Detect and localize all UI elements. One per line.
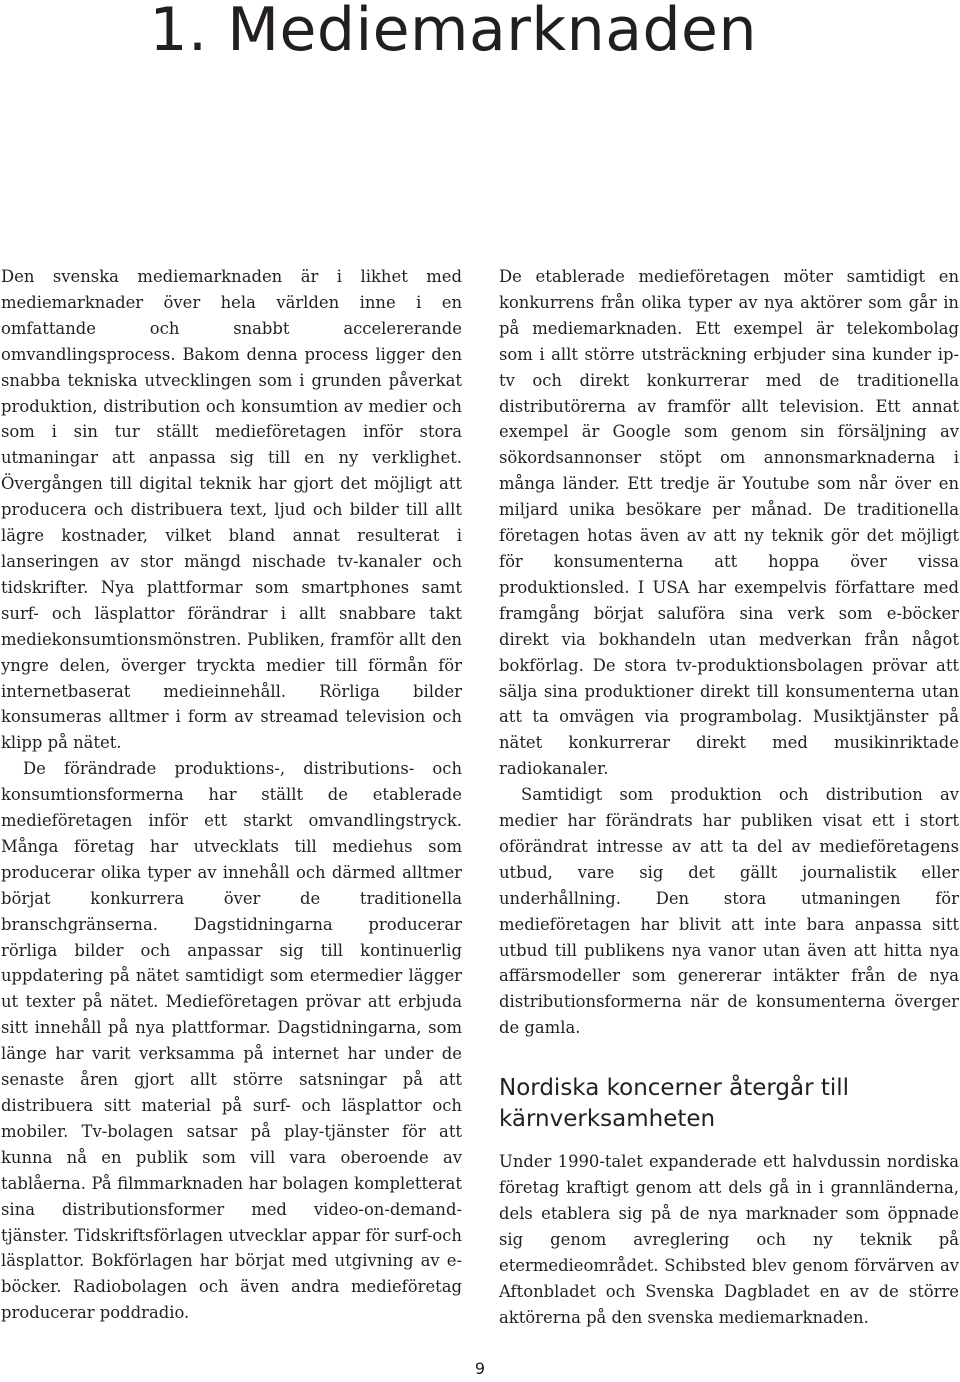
right-column bbox=[499, 264, 959, 1331]
left-column bbox=[1, 264, 462, 1326]
section-heading: Nordiska koncerner återgår till kärnverksamheten bbox=[499, 1075, 850, 1133]
body-paragraph: Samtidigt som produktion och distribution av medier har förändrats har publiken visat ett i stort oförändrat intresse av att ta del av medieföretagens utbud, vare sig det gällt journalistik eller underhållning. Den stora utmaningen för medieföretagen har blivit att inte bara anpassa sitt utbud till publikens nya vanor utan även att hitta nya affärsmodeller som genererar intäkter från de nya distributionsformerna när de konsumenterna överger de gamla. bbox=[499, 785, 959, 1038]
body-paragraph: De etablerade medieföretagen möter samtidigt en konkurrens från olika typer av nya aktörer som går in på mediemarknaden. Ett exempel är telekombolag som i allt större utsträckning erbjuder sina kunder ip-tv och direkt konkurrerar med de traditionella distributörerna av framför allt television. Ett annat exempel är Google som genom sin försäljning av sökordsannonser stöpt om annonsmarknaderna i många länder. Ett tredje är Youtube som når över en miljard unika besökare per månad. De traditionella företagen hotas även av att ny teknik gör det möjligt för konsumenterna att hoppa över vissa produktionsled. I USA har exempelvis författare med framgång börjat saluföra sina verk som e-böcker direkt via bokhandeln utan medverkan från något bokförlag. De stora tv-produktionsbolagen prövar att sälja sina produktioner direkt till konsumenterna utan att ta omvägen via programbolag. Musiktjänster på nätet konkurrerar direkt med musikinriktade radiokanaler. bbox=[499, 267, 959, 779]
body-paragraph: De förändrade produktions-, distributions- och konsumtionsformerna har ställt de etablerade medieföretagen inför ett starkt omvandlingstryck. Många företag har utvecklats till mediehus som producerar olika typer av innehåll och därmed alltmer börjat konkurrera över de traditionella branschgränserna. Dagstidningarna producerar rörliga bilder och anpassar sig till kontinuerlig uppdatering på nätet samtidigt som etermedier lägger ut texter på nätet. Medieföretagen prövar att erbjuda sitt innehåll på nya plattformar. Dagstidningarna, som länge har varit verksamma på internet har under de senaste åren gjort allt större satsningar på att distribuera sitt material på surf- och läsplattor och mobiler. Tv-bolagen satsar på play-tjänster för att kunna nå en publik som vill vara oberoende av tablåerna. På filmmarknaden har bolagen kompletterat sina distributionsformer med video-on-demand-tjänster. Tidskriftsförlagen utvecklar appar för surf-och läsplattor. Bokförlagen har börjat med utgivning av e-böcker. Radiobolagen och även andra medieföretag producerar poddradio. bbox=[1, 759, 462, 1323]
body-paragraph: Under 1990-talet expanderade ett halvdussin nordiska företag kraftigt genom att dels gå in i grannländerna, dels etablera sig på de nya marknader som öppnade sig genom avreglering och ny teknik på etermedieområdet. Schibsted blev genom förvärven av Aftonbladet och Svenska Dagbladet en av de större aktörerna på den svenska mediemarknaden. bbox=[499, 1152, 959, 1327]
body-paragraph: Den svenska mediemarknaden är i likhet med mediemarknader över hela världen inne i en omfattande och snabbt accelererande omvandlingsprocess. Bakom denna process ligger den snabba tekniska utvecklingen som i grunden påverkat produktion, distribution och konsumtion av medier och som i sin tur ställt medieföretagen inför stora utmaningar att anpassa sig till en ny verklighet. Övergången till digital teknik har gjort det möjligt att producera och distribuera text, ljud och bilder till allt lägre kostnader, vilket bland annat resulterat i lanseringen av stor mängd nischade tv-kanaler och tidskrifter. Nya plattformar som smartphones samt surf- och läsplattor förändrar i allt snabbare takt mediekonsumtionsmönstren. Publiken, framför allt den yngre delen, överger tryckta medier till förmån för internetbaserat medieinnehåll. Rörliga bilder konsumeras alltmer i form av streamad television och klipp på nätet. bbox=[1, 267, 462, 753]
page-number: 9 bbox=[474, 1359, 486, 1378]
chapter-title: 1. Mediemarknaden bbox=[149, 0, 757, 65]
